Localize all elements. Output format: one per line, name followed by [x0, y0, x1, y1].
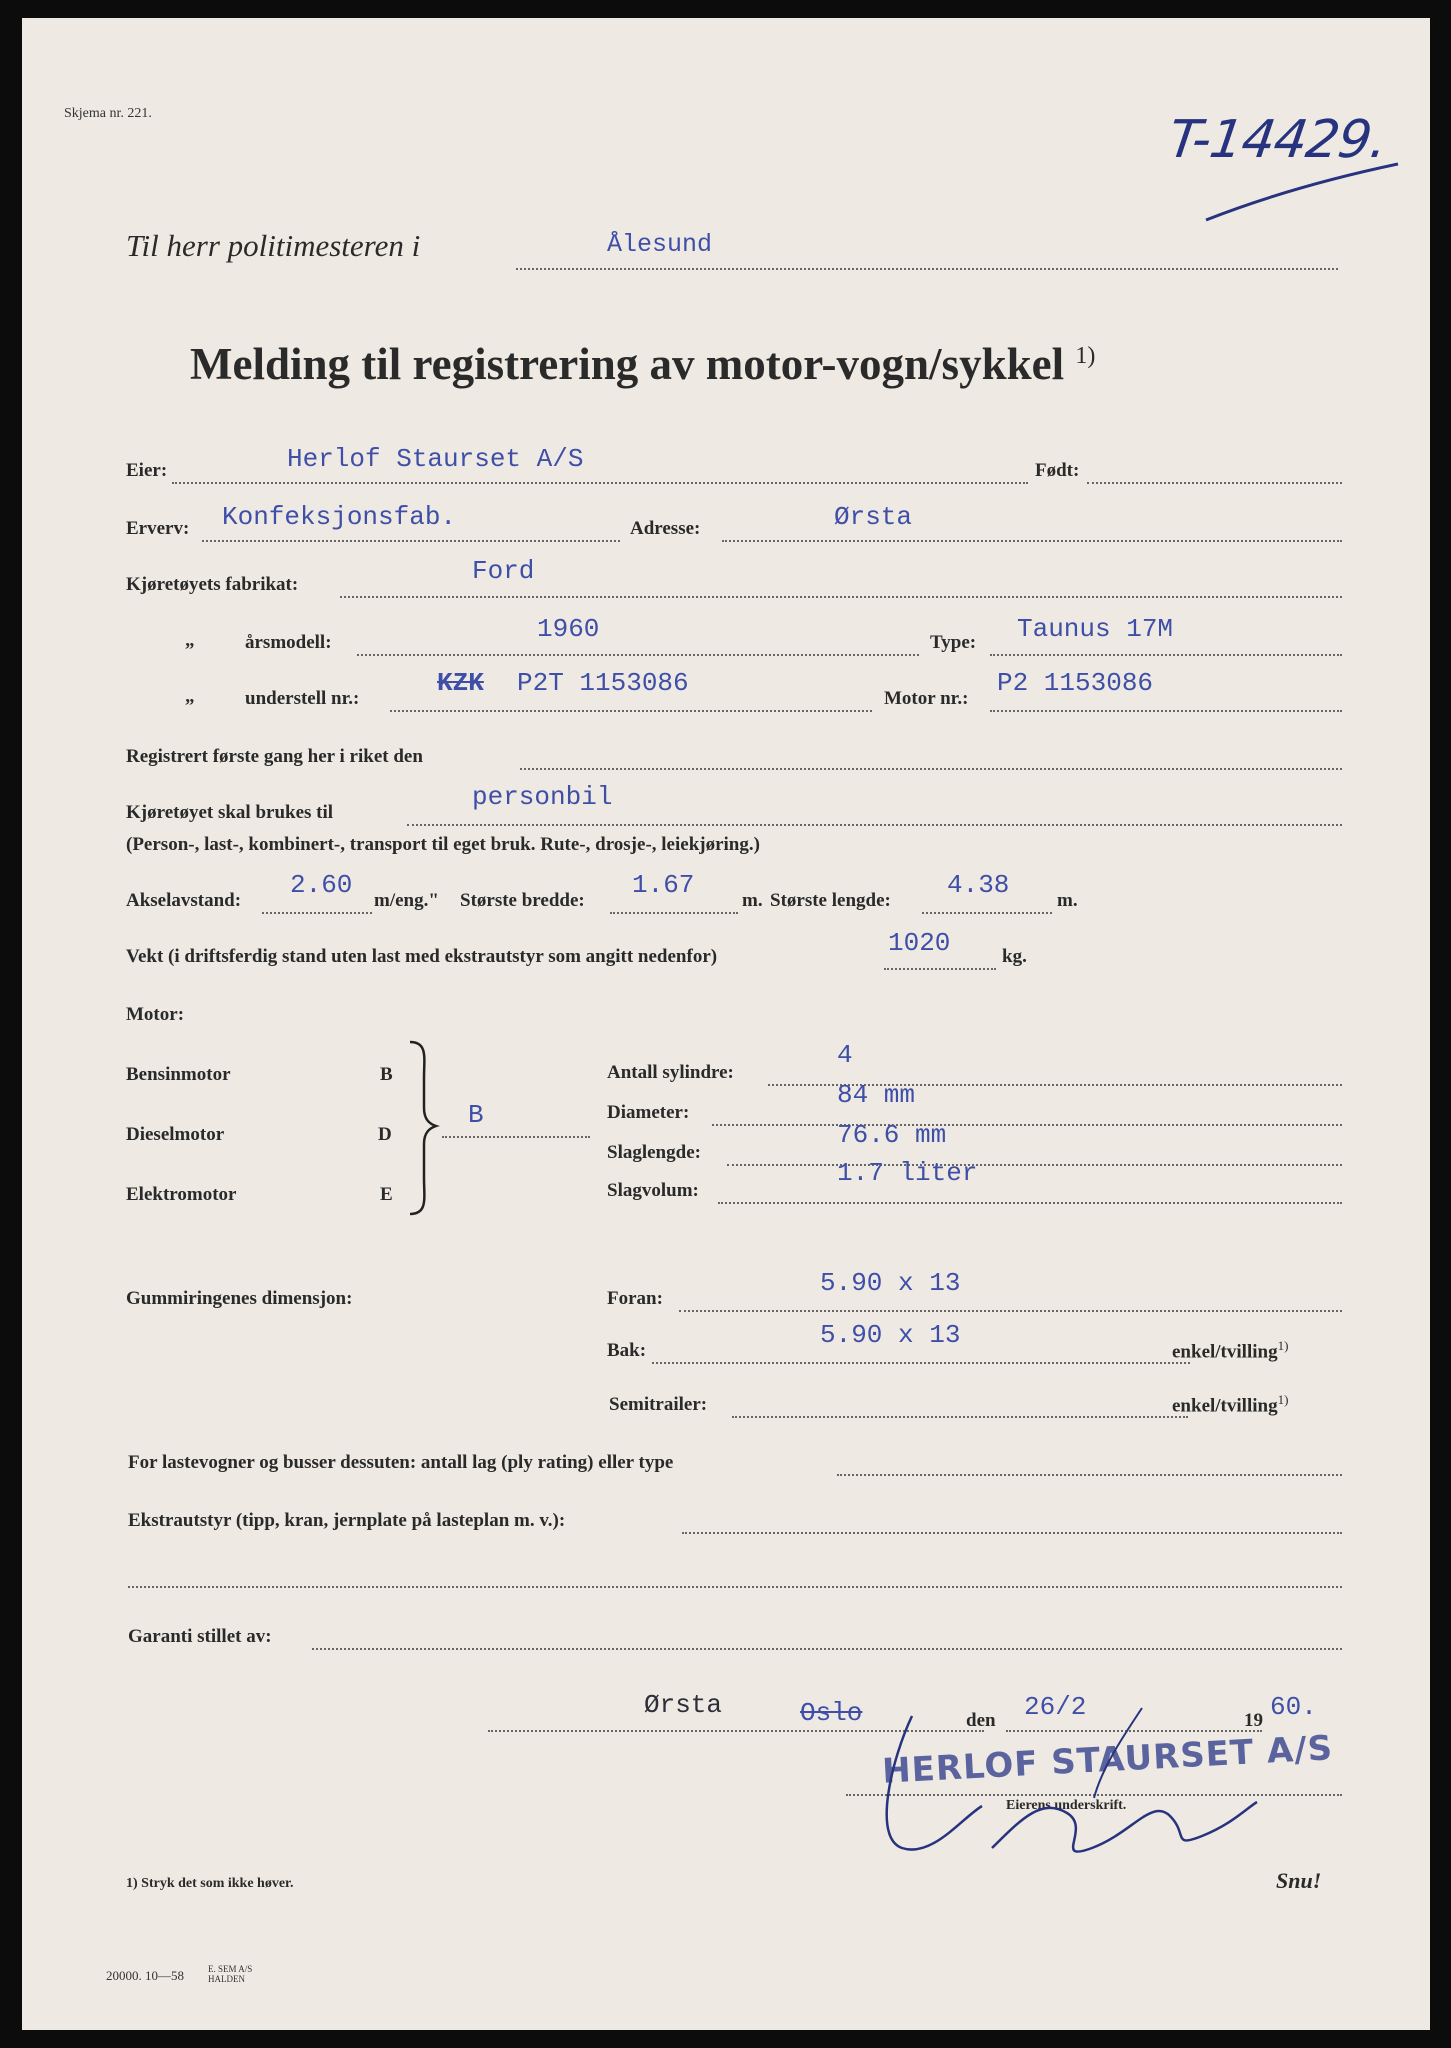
- diameter-label: Diameter:: [607, 1102, 690, 1123]
- bensin-code: B: [380, 1064, 393, 1085]
- brukes-label: Kjøretøyet skal brukes til: [126, 802, 334, 823]
- fabrikat-value: Ford: [472, 556, 535, 586]
- motor-nr-label: Motor nr.:: [884, 688, 969, 709]
- sylindre-label: Antall sylindre:: [607, 1062, 734, 1083]
- understell-label: understell nr.:: [245, 688, 360, 709]
- motor-brace: [406, 1038, 440, 1218]
- bak-line: [652, 1362, 1190, 1364]
- vekt-line: [884, 968, 996, 970]
- adresse-label: Adresse:: [630, 518, 701, 539]
- sylindre-value: 4: [837, 1040, 853, 1070]
- akselavstand-value: 2.60: [290, 870, 353, 900]
- semitrailer-suffix: [1172, 1392, 1288, 1417]
- form-sheet: [22, 18, 1430, 2030]
- diesel-label: Dieselmotor: [126, 1124, 225, 1145]
- bak-value: 5.90 x 13: [820, 1320, 961, 1350]
- erverv-label: Erverv:: [126, 518, 190, 539]
- brukes-value: personbil: [472, 782, 613, 812]
- diesel-code: D: [378, 1124, 392, 1145]
- lengde-value: 4.38: [947, 870, 1010, 900]
- vekt-unit: kg.: [1002, 946, 1027, 967]
- fabrikat-label: Kjøretøyets fabrikat:: [126, 574, 299, 595]
- snu-label: Snu!: [1276, 1868, 1322, 1893]
- addressee-label: Til herr politimesteren i: [126, 228, 421, 263]
- footnote: 1) Stryk det som ikke høver.: [126, 1876, 294, 1891]
- ekstrautstyr-line: [682, 1532, 1342, 1534]
- adresse-value: Ørsta: [834, 502, 913, 532]
- bredde-unit: m.: [742, 890, 763, 911]
- bak-suffix: [1172, 1338, 1288, 1363]
- printer-imprint: E. SEM A/S HALDEN: [208, 1964, 253, 1984]
- foran-label: Foran:: [607, 1288, 663, 1309]
- handwritten-signature: [852, 1698, 1272, 1878]
- adresse-line: [722, 540, 1342, 542]
- year-value: 60.: [1270, 1692, 1317, 1722]
- motor-nr-value: P2 1153086: [997, 668, 1154, 698]
- motor-type-line: [442, 1136, 590, 1138]
- den-label: den: [966, 1710, 996, 1731]
- bak-label: Bak:: [607, 1340, 647, 1361]
- arsmodell-value: 1960: [537, 614, 600, 644]
- semitrailer-line: [732, 1416, 1188, 1418]
- eier-line: [172, 482, 1028, 484]
- bredde-line: [610, 912, 738, 914]
- tires-label: Gummiringenes dimensjon:: [126, 1288, 353, 1309]
- foran-line: [679, 1310, 1342, 1312]
- type-value: Taunus 17M: [1017, 614, 1174, 644]
- bredde-label: Største bredde:: [460, 890, 585, 911]
- slagvolum-value: 1.7 liter: [837, 1158, 978, 1188]
- vekt-value: 1020: [888, 928, 951, 958]
- bak-suffix-text: enkel/tvilling: [1172, 1341, 1278, 1363]
- lengde-label: Største lengde:: [770, 890, 891, 911]
- fabrikat-line: [340, 596, 1342, 598]
- place-struck: Oslo: [800, 1698, 863, 1728]
- reference-number: T-14429.: [1164, 110, 1391, 170]
- foran-value: 5.90 x 13: [820, 1268, 961, 1298]
- garanti-line: [312, 1648, 1342, 1650]
- ditto-mark-2: „: [185, 686, 195, 707]
- elektro-label: Elektromotor: [126, 1184, 237, 1205]
- ditto-mark: „: [185, 630, 195, 651]
- motor-nr-line: [990, 710, 1342, 712]
- addressee-value: Ålesund: [607, 230, 713, 259]
- akselavstand-label: Akselavstand:: [126, 890, 242, 911]
- semitrailer-suffix-text: enkel/tvilling: [1172, 1395, 1278, 1417]
- slagvolum-line: [718, 1202, 1342, 1204]
- slaglengde-label: Slaglengde:: [607, 1142, 701, 1163]
- signature-label: Eierens underskrift.: [1006, 1798, 1127, 1813]
- motor-section-label: Motor:: [126, 1004, 185, 1025]
- fodt-line: [1087, 482, 1342, 484]
- erverv-line: [202, 540, 620, 542]
- semitrailer-suffix-note: 1): [1277, 1392, 1289, 1407]
- erverv-value: Konfeksjonsfab.: [222, 502, 457, 532]
- type-line: [990, 654, 1342, 656]
- akselavstand-line: [262, 912, 372, 914]
- company-stamp: HERLOF STAURSET A/S: [881, 1728, 1335, 1792]
- diameter-line: [712, 1124, 1342, 1126]
- bak-suffix-note: 1): [1277, 1338, 1289, 1353]
- type-label: Type:: [930, 632, 977, 653]
- slagvolum-label: Slagvolum:: [607, 1180, 699, 1201]
- vekt-label: Vekt (i driftsferdig stand uten last med ekstrautstyr som angitt nedenfor): [126, 946, 718, 967]
- ekstrautstyr-line-2: [128, 1586, 1342, 1588]
- reference-underline: [1202, 158, 1402, 228]
- form-number: Skjema nr. 221.: [64, 106, 152, 121]
- ekstrautstyr-label: Ekstrautstyr (tipp, kran, jernplate på lasteplan m. v.):: [128, 1510, 566, 1531]
- year-prefix: 19: [1244, 1710, 1263, 1731]
- page-title: [190, 338, 1095, 390]
- garanti-label: Garanti stillet av:: [128, 1626, 272, 1647]
- lastevogner-line: [837, 1474, 1342, 1476]
- lengde-unit: m.: [1057, 890, 1078, 911]
- eier-value: Herlof Staurset A/S: [287, 444, 584, 474]
- arsmodell-label: årsmodell:: [245, 632, 332, 653]
- page-title-text: Melding til registrering av motor-vogn/sykkel: [190, 339, 1065, 389]
- understell-line: [390, 710, 872, 712]
- page-title-note: 1): [1075, 343, 1096, 369]
- arsmodell-line: [357, 654, 919, 656]
- bredde-value: 1.67: [632, 870, 695, 900]
- understell-value: P2T 1153086: [517, 668, 689, 698]
- diameter-value: 84 mm: [837, 1080, 916, 1110]
- slaglengde-line: [727, 1164, 1342, 1166]
- fodt-label: Født:: [1035, 460, 1080, 481]
- registrert-line: [520, 768, 1342, 770]
- registrert-label: Registrert første gang her i riket den: [126, 746, 423, 767]
- motor-type-selected: B: [468, 1100, 484, 1130]
- brukes-line: [407, 824, 1342, 826]
- lastevogner-label: For lastevogner og busser dessuten: antall lag (ply rating) eller type: [128, 1452, 674, 1473]
- akselavstand-unit: m/eng.": [374, 890, 439, 911]
- elektro-code: E: [380, 1184, 393, 1205]
- place-value: Ørsta: [644, 1690, 723, 1720]
- brukes-note: (Person-, last-, kombinert-, transport til eget bruk. Rute-, drosje-, leiekjøring.): [126, 834, 760, 855]
- semitrailer-label: Semitrailer:: [609, 1394, 708, 1415]
- lengde-line: [922, 912, 1052, 914]
- eier-label: Eier:: [126, 460, 168, 481]
- understell-struck: KZK: [437, 668, 484, 698]
- date-value: 26/2: [1024, 1692, 1087, 1722]
- bensin-label: Bensinmotor: [126, 1064, 231, 1085]
- print-run: 20000. 10—58: [106, 1968, 184, 1983]
- slaglengde-value: 76.6 mm: [837, 1120, 947, 1150]
- addressee-line: [516, 268, 1338, 270]
